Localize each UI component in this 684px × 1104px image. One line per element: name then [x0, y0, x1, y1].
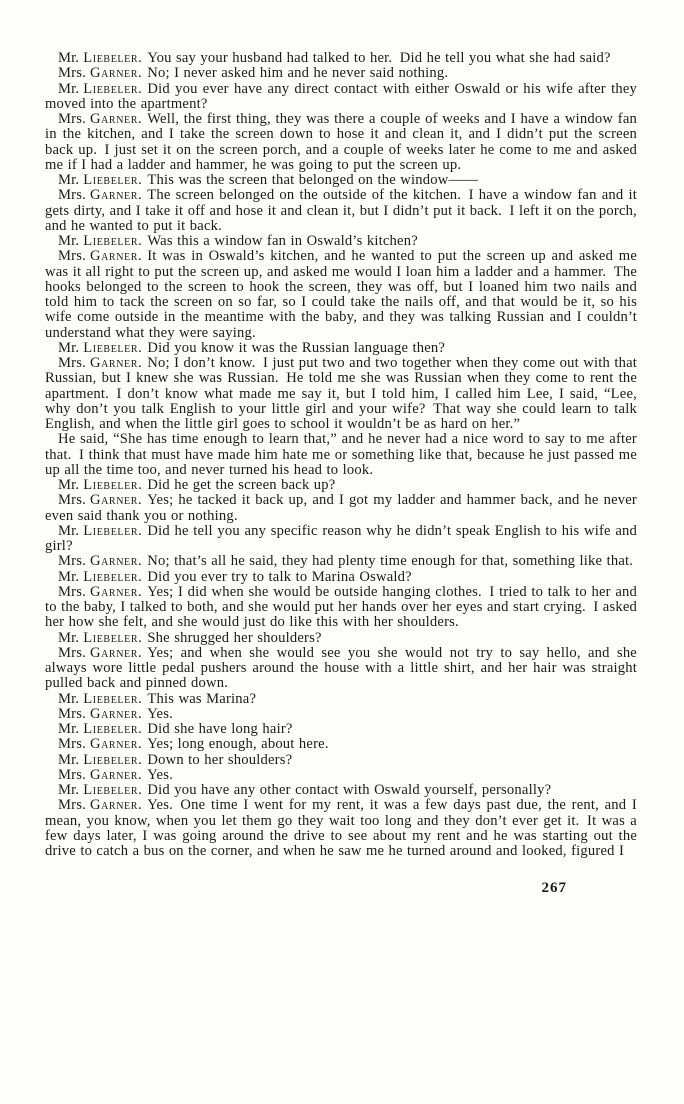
- speaker-prefix: Mrs.: [58, 553, 86, 570]
- paragraph-text: He said, “She has time enough to learn that,” and he never had a nice word to say to me after that. I think that must have made him hate me or something like that, because he just passed me up all the time too, and never turned his head to look.: [45, 431, 637, 478]
- speaker-prefix: Mrs.: [58, 644, 86, 661]
- speaker-prefix: Mr.: [58, 690, 80, 707]
- transcript-paragraph: [45, 82, 637, 113]
- paragraph-text: Yes. One time I went for my rent, it was a few days past due, the rent, and I mean, you know, when you let them go they wait too long and they don’t ever get it. It was a few days later, I was going around the drive to see about my rent and he was starting out the drive to catch a bus on the corner, and when he saw me he turned around and looked, figured I: [45, 797, 637, 859]
- speaker-prefix: Mr.: [58, 80, 80, 97]
- transcript-paragraph: [45, 692, 637, 707]
- transcript-paragraph: [45, 341, 637, 356]
- paragraph-text: She shrugged her shoulders?: [147, 629, 322, 646]
- transcript-paragraph: [45, 737, 637, 752]
- speaker-prefix: Mrs.: [58, 355, 86, 371]
- transcript-paragraph: [45, 432, 637, 478]
- paragraph-text: Yes; he tacked it back up, and I got my ladder and hammer back, and he never even said thank you or nothing.: [45, 492, 637, 524]
- transcript-paragraph: [45, 249, 637, 341]
- paragraph-text: You say your husband had talked to her. Did he tell you what she had said?: [147, 50, 611, 66]
- speaker-prefix: Mr.: [58, 172, 80, 188]
- paragraph-text: The screen belonged on the outside of the kitchen. I have a window fan and it gets dirty, and I take it off and hose it and clean it, but I didn’t put it back. I left it on the porch, and he wanted to put it back.: [45, 187, 637, 234]
- speaker-name: Liebeler.: [83, 233, 143, 249]
- transcript-paragraph: [45, 753, 637, 768]
- transcript-paragraph: [45, 798, 637, 859]
- paragraph-text: No; I don’t know. I just put two and two together when they come out with that Russian, but I knew she was Russian. He told me she was Russian when they come to rent the apartment. I don’t know what made me say it, but I told him, I called him Lee, I said, “Lee, why don’t you talk English to your little girl and your wife? That way she could learn to talk English, and when the little girl goes to school it wouldn’t be as hard on her.”: [45, 355, 637, 432]
- speaker-name: Liebeler.: [83, 50, 143, 66]
- transcript-paragraph: [45, 51, 637, 66]
- speaker-prefix: Mr.: [58, 477, 80, 493]
- paragraph-text: Yes; long enough, about here.: [147, 736, 329, 753]
- transcript-paragraph: [45, 524, 637, 555]
- speaker-prefix: Mr.: [58, 782, 80, 798]
- transcript-paragraph: [45, 234, 637, 249]
- speaker-name: Liebeler.: [83, 477, 143, 493]
- paragraph-text: Yes; I did when she would be outside hanging clothes. I tried to talk to her and to the baby, I talked to both, and she would put her hands over her eyes and start crying. I asked her how she felt, and she would just do like this with her shoulders.: [45, 583, 637, 631]
- speaker-prefix: Mr.: [58, 339, 80, 356]
- speaker-prefix: Mrs.: [58, 492, 86, 509]
- paragraph-text: Yes.: [147, 766, 173, 783]
- speaker-prefix: Mrs.: [58, 65, 86, 82]
- speaker-prefix: Mrs.: [58, 766, 86, 783]
- transcript-paragraph: [45, 570, 637, 585]
- transcript-paragraph: [45, 707, 637, 722]
- speaker-name: Liebeler.: [83, 721, 143, 737]
- speaker-prefix: Mrs.: [58, 797, 86, 814]
- transcript-paragraph: [45, 554, 637, 569]
- transcript-paragraph: [45, 585, 637, 631]
- speaker-name: Liebeler.: [83, 80, 143, 97]
- speaker-name: Liebeler.: [83, 339, 143, 356]
- speaker-name: Garner.: [89, 736, 143, 753]
- transcript-paragraph: [45, 783, 637, 798]
- speaker-prefix: Mrs.: [58, 248, 86, 265]
- transcript-paragraph: [45, 631, 637, 646]
- speaker-prefix: Mr.: [58, 721, 80, 737]
- speaker-prefix: Mr.: [58, 522, 80, 539]
- paragraph-text: Well, the first thing, they was there a couple of weeks and I have a window fan in the kitchen, and I take the screen down to hose it and clean it, and I didn’t put the screen back up. I just set it on the screen porch, and a couple of weeks later he come to me and asked me if I had a ladder and hammer, he was going to put the screen up.: [45, 111, 637, 173]
- speaker-prefix: Mrs.: [58, 187, 86, 204]
- paragraph-text: This was the screen that belonged on the window——: [147, 172, 479, 188]
- speaker-name: Garner.: [89, 248, 143, 265]
- paragraph-text: Did he tell you any specific reason why he didn’t speak English to his wife and girl?: [45, 522, 637, 554]
- paragraph-text: Did you know it was the Russian language then?: [147, 339, 446, 356]
- speaker-prefix: Mr.: [58, 568, 80, 585]
- speaker-name: Garner.: [89, 187, 143, 204]
- speaker-prefix: Mr.: [58, 50, 80, 66]
- speaker-prefix: Mr.: [58, 751, 80, 768]
- speaker-name: Liebeler.: [83, 782, 143, 798]
- page-number: 267: [541, 880, 567, 897]
- transcript-paragraph: [45, 188, 637, 234]
- transcript-paragraph: [45, 173, 637, 188]
- speaker-prefix: Mrs.: [58, 583, 86, 600]
- speaker-name: Garner.: [89, 65, 143, 82]
- paragraph-text: Did she have long hair?: [147, 721, 293, 737]
- speaker-prefix: Mr.: [58, 233, 80, 249]
- speaker-name: Garner.: [89, 705, 143, 722]
- transcript-paragraph: [45, 722, 637, 737]
- speaker-prefix: Mr.: [58, 629, 80, 646]
- speaker-name: Garner.: [89, 553, 143, 570]
- speaker-name: Liebeler.: [83, 568, 143, 585]
- speaker-name: Garner.: [89, 797, 143, 814]
- speaker-name: Garner.: [89, 644, 143, 661]
- paragraph-text: Yes.: [147, 705, 173, 722]
- transcript-paragraph: [45, 646, 637, 692]
- paragraph-text: Down to her shoulders?: [147, 751, 293, 768]
- speaker-name: Liebeler.: [83, 690, 143, 707]
- speaker-name: Garner.: [89, 492, 143, 509]
- speaker-name: Liebeler.: [83, 629, 143, 646]
- transcript-paragraph: [45, 356, 637, 432]
- paragraph-text: It was in Oswald’s kitchen, and he wanted to put the screen up and asked me was it all right to put the screen up, and asked me would I loan him a ladder and a hammer. The hooks belonged to the screen to hook the screen, they was off, but I loaned him two nails and told him to tack the screen on so far, so I could take the nails off, and that would be it, so his wife come outside in the meantime with the baby, and they was talking Russian and I couldn’t understand what they were saying.: [45, 248, 637, 341]
- speaker-prefix: Mrs.: [58, 705, 86, 722]
- speaker-name: Garner.: [89, 355, 143, 371]
- speaker-prefix: Mrs.: [58, 736, 86, 753]
- transcript-paragraph: [45, 478, 637, 493]
- transcript-paragraph: [45, 112, 637, 173]
- speaker-name: Garner.: [89, 583, 143, 600]
- transcript-paragraph: [45, 493, 637, 524]
- paragraph-text: Did you have any other contact with Oswald yourself, personally?: [147, 782, 552, 798]
- speaker-name: Liebeler.: [83, 172, 143, 188]
- paragraph-text: Was this a window fan in Oswald’s kitchen?: [147, 233, 418, 249]
- transcript-paragraph: [45, 768, 637, 783]
- paragraph-text: Did you ever try to talk to Marina Oswald?: [147, 568, 412, 585]
- speaker-name: Garner.: [89, 766, 143, 783]
- speaker-name: Garner.: [89, 111, 143, 127]
- speaker-name: Liebeler.: [83, 522, 143, 539]
- transcript-paragraph: [45, 66, 637, 81]
- transcript-body: [45, 51, 637, 859]
- speaker-name: Liebeler.: [83, 751, 143, 768]
- paragraph-text: Did you ever have any direct contact with either Oswald or his wife after they moved into the apartment?: [45, 80, 637, 112]
- paragraph-text: Did he get the screen back up?: [147, 477, 336, 493]
- paragraph-text: Yes; and when she would see you she would not try to say hello, and she always wore little pedal pushers around the house with a little shirt, and her hair was straight pulled back and pinned down.: [45, 644, 637, 692]
- paragraph-text: No; that’s all he said, they had plenty time enough for that, something like that.: [147, 553, 634, 570]
- speaker-prefix: Mrs.: [58, 111, 86, 127]
- paragraph-text: This was Marina?: [147, 690, 257, 707]
- paragraph-text: No; I never asked him and he never said nothing.: [147, 65, 449, 82]
